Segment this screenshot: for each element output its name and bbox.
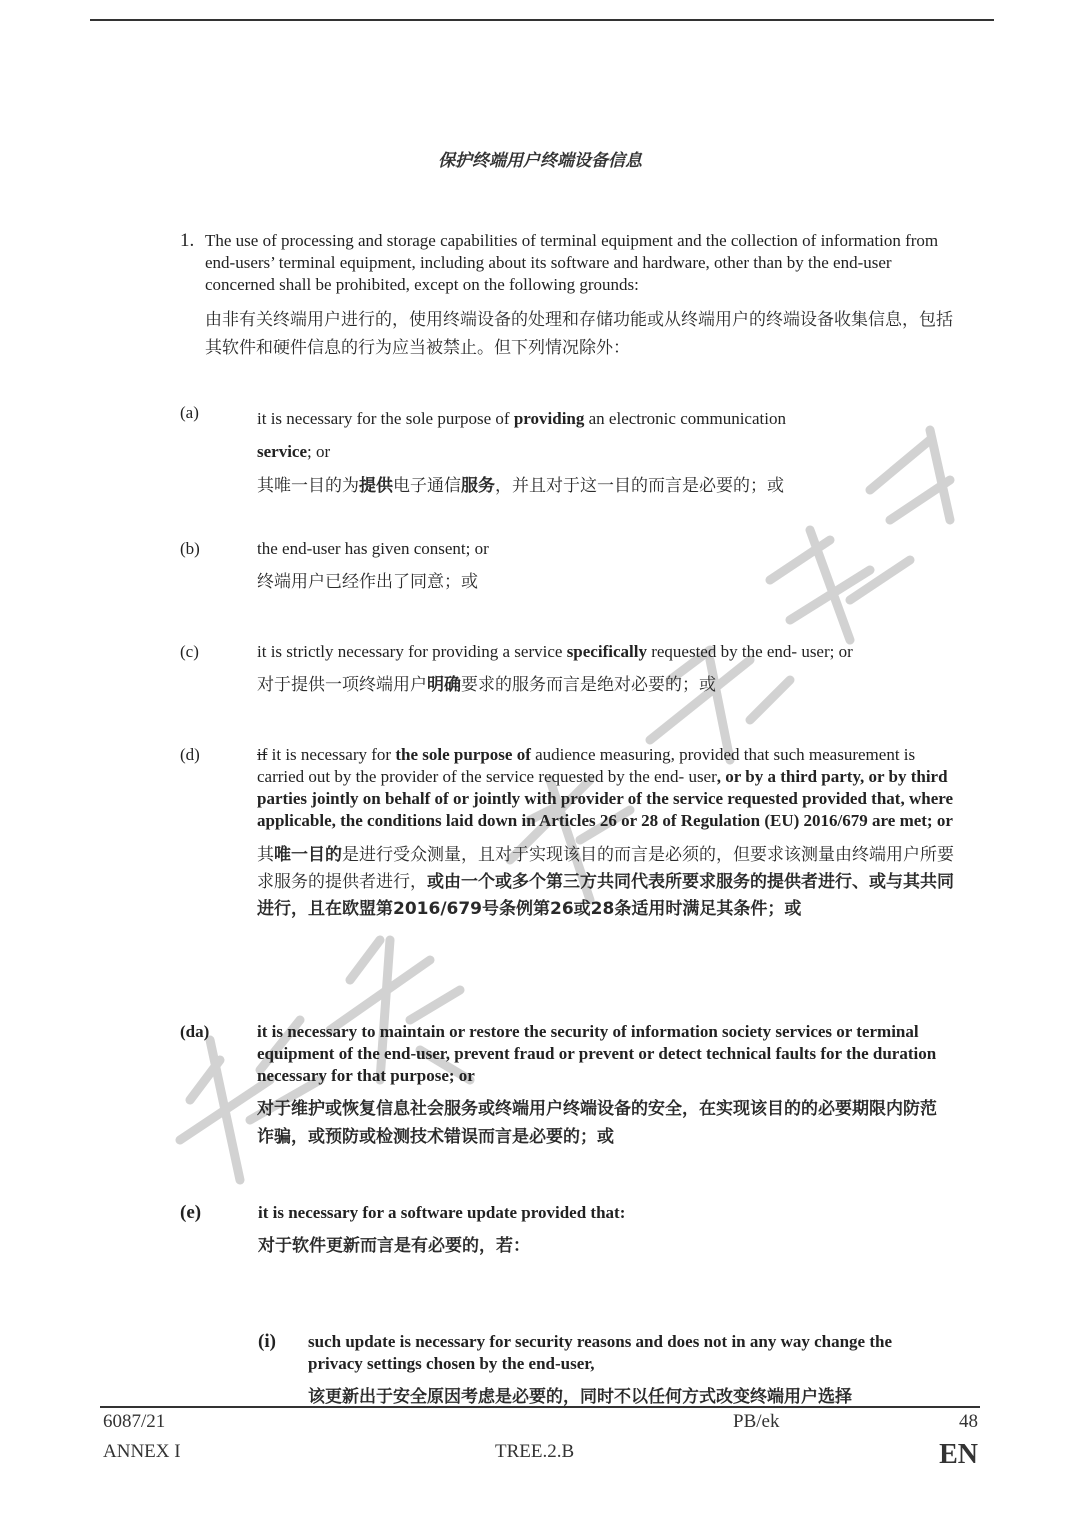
footer-annex: ANNEX I: [103, 1441, 181, 1462]
footer-rule: [100, 1406, 980, 1408]
item-a-en-text: it is necessary for the sole purpose of: [257, 409, 514, 428]
item-c-label: (c): [180, 642, 199, 661]
section-heading: 保护终端用户终端设备信息: [438, 151, 642, 171]
item-d-en-text: it is necessary for: [267, 745, 396, 764]
item-a-en-text-3: ; or: [307, 442, 331, 461]
item-da-chinese: 对于维护或恢复信息社会服务或终端用户终端设备的安全，在实现该目的的必要期限内防范诈骗，或预防或检测技术错误而言是必要的；或: [257, 1099, 937, 1147]
item-da-label: (da): [180, 1022, 210, 1041]
item-d-english: [257, 744, 960, 832]
top-rule: [90, 19, 994, 21]
item-d: [180, 744, 960, 923]
item-d-en-deleted: if: [257, 745, 268, 764]
footer-doc-number: 6087/21: [103, 1411, 166, 1432]
item-d-zh-text: 其: [257, 845, 274, 865]
item-c: [180, 641, 960, 699]
item-a-zh-bold-2: 服务: [461, 476, 495, 496]
item-c-chinese: [257, 671, 960, 699]
item-e-label: (e): [180, 1202, 202, 1223]
paragraph-1-english: The use of processing and storage capabilities of terminal equipment and the collection of information from end-users’ terminal equipment, including about its software and hardware, other than by the end-user concerned shall be prohibited, except on the following grounds:: [205, 231, 939, 294]
item-b-chinese: 终端用户已经作出了同意；或: [257, 572, 478, 592]
item-c-en-bold: specifically: [566, 642, 647, 661]
item-i-label: (i): [258, 1331, 276, 1352]
item-d-en-text-2: audience measuring, provided that such measurement is carried out by the provider of the service requested by the end- user: [257, 745, 916, 786]
item-i-english: such update is necessary for security reasons and does not in any way change the privacy settings chosen by the end-user,: [308, 1332, 893, 1373]
footer-language: EN: [939, 1439, 978, 1470]
item-d-en-bold: the sole purpose of: [395, 745, 531, 764]
item-e-english: it is necessary for a software update provided that:: [258, 1203, 626, 1222]
item-b-english: the end-user has given consent; or: [257, 539, 489, 558]
item-da-english: it is necessary to maintain or restore the security of information society services or terminal equipment of the end-user, prevent fraud or prevent or detect technical faults for the duration necessary for that purpose; or: [257, 1022, 937, 1085]
item-d-zh-text-2: 是进行受众测量，且对于实现该目的而言是必须的，但要求该测量由终端用户所要求服务的提供者进行，: [257, 845, 954, 892]
item-a-en-bold: providing: [513, 409, 585, 428]
item-c-zh-text: 对于提供一项终端用户: [257, 675, 427, 695]
item-a-zh-bold: 提供: [359, 476, 393, 496]
item-e-chinese: 对于软件更新而言是有必要的，若：: [258, 1236, 530, 1256]
item-d-chinese: [257, 842, 960, 923]
item-c-zh-text-2: 要求的服务而言是绝对必要的；或: [461, 675, 716, 695]
item-a-en-bold-2: service: [257, 442, 308, 461]
item-da: [180, 1021, 960, 1151]
item-b-label: (b): [180, 539, 200, 558]
footer-page-number: 48: [959, 1411, 978, 1432]
item-e: [180, 1202, 960, 1260]
item-a-zh-text: 其唯一目的为: [257, 476, 359, 496]
paragraph-1-chinese: 由非有关终端用户进行的，使用终端设备的处理和存储功能或从终端用户的终端设备收集信息，包括其软件和硬件信息的行为应当被禁止。但下列情况除外：: [205, 310, 953, 358]
item-d-zh-bold: 唯一目的: [274, 845, 342, 865]
item-c-en-text: it is strictly necessary for providing a service: [257, 642, 567, 661]
footer-initials: PB/ek: [733, 1411, 780, 1432]
item-c-english: [257, 641, 960, 663]
item-a-chinese: [257, 472, 957, 500]
item-d-label: (d): [180, 745, 200, 764]
item-d-en-bold-2: , or by a third party, or by third parties jointly on behalf of or jointly with provider of the service requested provided that, where applicable, the conditions laid down in Articles 26 or 28 of Regulation (EU) 2016/679 are met; or: [257, 767, 954, 830]
item-a-english: [257, 402, 857, 468]
item-i-chinese: 该更新出于安全原因考虑是必要的，同时不以任何方式改变终端用户选择: [308, 1387, 852, 1407]
paragraph-number: 1.: [180, 230, 195, 251]
item-d-zh-bold-2: 或由一个或多个第三方共同代表所要求服务的提供者进行、或与其共同进行，且在欧盟第2016/679号条例第26或28条适用时满足其条件；或: [257, 872, 954, 919]
footer-dept: TREE.2.B: [495, 1441, 575, 1462]
item-c-en-text-2: requested by the end- user; or: [646, 642, 853, 661]
item-a-zh-text-2: 电子通信: [393, 476, 461, 496]
item-a-zh-text-3: ，并且对于这一目的而言是必要的；或: [495, 476, 784, 496]
item-a-en-text-2: an electronic communication: [584, 409, 786, 428]
item-a-label: (a): [180, 403, 199, 422]
item-i: [258, 1331, 958, 1411]
paragraph-1: [180, 230, 960, 362]
item-c-zh-bold: 明确: [427, 675, 461, 695]
item-a: [180, 402, 960, 500]
item-b: [180, 538, 960, 596]
